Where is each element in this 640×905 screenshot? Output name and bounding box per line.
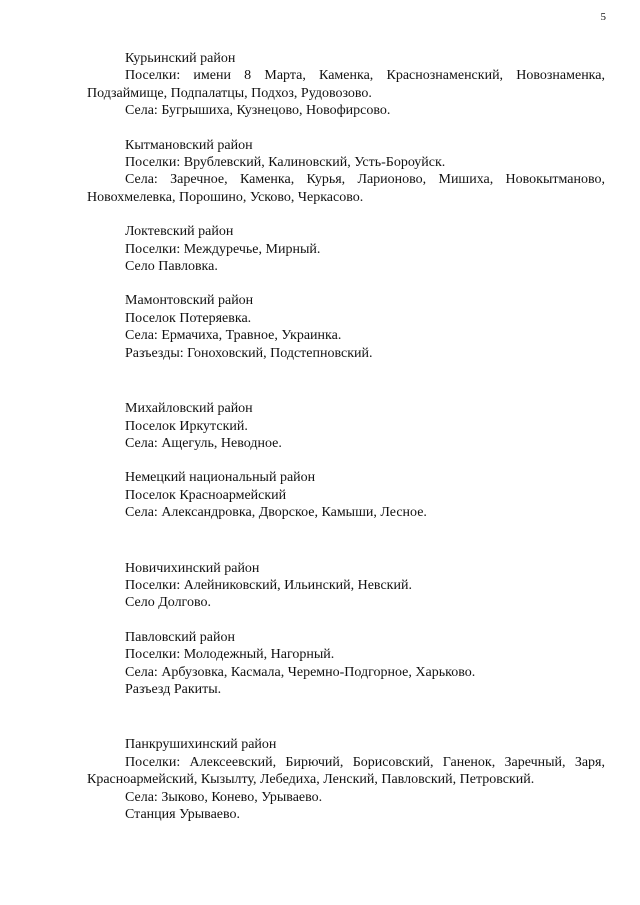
settlement-line: Поселок Иркутский.: [125, 418, 248, 434]
district-pankrushikhinsky: [87, 736, 605, 823]
settlement-line: Поселки: имени 8 Марта, Каменка, Краснознаменский, Новознаменка, Подзаймище, Подпалатцы, Подхоз, Рудовозово.: [87, 68, 605, 101]
district-mamontovsky: [87, 292, 605, 362]
settlement-line: Поселки: Алейниковский, Ильинский, Невский.: [125, 577, 412, 593]
settlement-line: Поселки: Междуречье, Мирный.: [125, 241, 321, 257]
settlement-line: Поселки: Врублевский, Калиновский, Усть-Бороуйск.: [125, 155, 446, 171]
district-kurya: [87, 50, 605, 120]
district-mikhaylovsky: [87, 400, 605, 452]
settlement-line: Разъезды: Гоноховский, Подстепновский.: [125, 345, 373, 361]
settlement-line: Села: Александровка, Дворское, Камыши, Лесное.: [125, 505, 427, 521]
district-title: Новичихинский район: [125, 560, 260, 576]
district-novichikhinsky: [87, 560, 605, 612]
district-nemetsky: [87, 469, 605, 521]
settlement-line: Села: Заречное, Каменка, Курья, Ларионово, Мишиха, Новокытманово, Новохмелевка, Порошино, Усково, Черкасово.: [87, 172, 605, 205]
document-body: [87, 50, 605, 823]
settlement-line: Станция Урываево.: [125, 807, 241, 822]
settlement-line: Села: Зыково, Конево, Урываево.: [125, 789, 323, 805]
district-title: Локтевский район: [125, 224, 234, 240]
settlement-line: Села: Арбузовка, Касмала, Черемно-Подгорное, Харьково.: [125, 664, 476, 680]
settlement-line: Поселок Красноармейский: [125, 487, 287, 503]
page-number: 5: [600, 11, 606, 23]
settlement-line: Поселки: Молодежный, Нагорный.: [125, 647, 335, 663]
settlement-line: Села: Бугрышиха, Кузнецово, Новофирсово.: [125, 103, 391, 119]
district-title: Кытмановский район: [125, 137, 253, 153]
district-loktevsky: [87, 223, 605, 275]
district-title: Мамонтовский район: [125, 293, 254, 309]
settlement-line: Поселок Потеряевка.: [125, 310, 252, 326]
district-pavlovsky: [87, 629, 605, 699]
district-title: Курьинский район: [125, 51, 236, 66]
district-title: Немецкий национальный район: [125, 470, 316, 486]
settlement-line: Села: Ащегуль, Неводное.: [125, 435, 282, 451]
district-title: Панкрушихинский район: [125, 737, 277, 753]
settlement-line: Село Долгово.: [125, 595, 211, 611]
settlement-line: Село Павловка.: [125, 259, 218, 275]
district-title: Павловский район: [125, 629, 235, 645]
district-title: Михайловский район: [125, 401, 253, 417]
settlement-line: Села: Ермачиха, Травное, Украинка.: [125, 328, 342, 344]
district-kytmanovo: [87, 137, 605, 207]
settlement-line: Разъезд Ракиты.: [125, 681, 222, 697]
settlement-line: Поселки: Алексеевский, Бирючий, Борисовский, Ганенок, Заречный, Заря, Красноармейский, Кызылту, Лебедиха, Ленский, Павловский, Петровский.: [87, 754, 605, 788]
